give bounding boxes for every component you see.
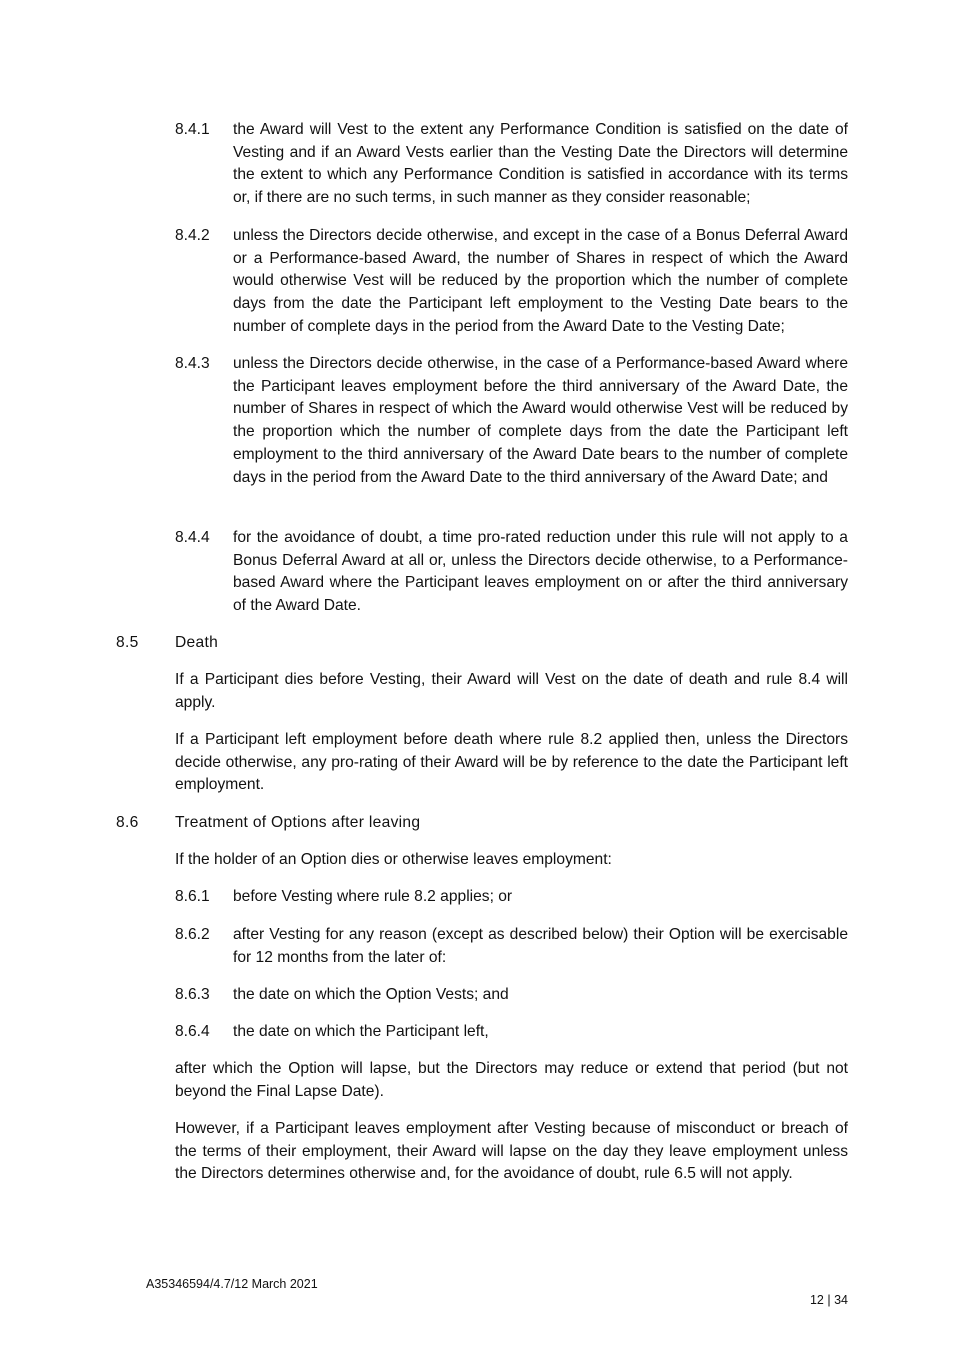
clause-number: 8.6.2 — [175, 926, 210, 943]
clause-number: 8.4.1 — [175, 121, 210, 138]
clause-number: 8.4.2 — [175, 227, 210, 244]
clause-8-4-3 — [175, 353, 848, 489]
document-reference: A35346594/4.7/12 March 2021 — [146, 1277, 318, 1291]
clause-8-6-4 — [175, 1021, 848, 1044]
clause-text: the Award will Vest to the extent any Performance Condition is satisfied on the date of Vesting and if an Award Vests earlier than the Vesting Date the Directors will determine the extent to which any Performance Condition is satisfied in accordance with its terms or, if there are no such terms, in such manner as they consider reasonable; — [233, 121, 848, 207]
clause-text: after Vesting for any reason (except as described below) their Option will be exercisable for 12 months from the later of: — [233, 926, 848, 966]
clause-number: 8.6.3 — [175, 986, 210, 1003]
options-lapse-paragraph: after which the Option will lapse, but the Directors may reduce or extend that period (but not beyond the Final Lapse Date). — [175, 1060, 848, 1100]
clause-8-6-1 — [175, 886, 848, 909]
section-number: 8.5 — [116, 634, 139, 651]
misconduct-paragraph: However, if a Participant leaves employment after Vesting because of misconduct or breach of the terms of their employment, their Award will lapse on the day they leave employment unless the Directors determines otherwise and, for the avoidance of doubt, rule 6.5 will not apply. — [175, 1120, 848, 1183]
clause-text: before Vesting where rule 8.2 applies; or — [233, 888, 513, 905]
clause-number: 8.4.4 — [175, 529, 210, 546]
options-intro-paragraph: If the holder of an Option dies or otherwise leaves employment: — [175, 851, 612, 868]
section-title: Death — [175, 634, 219, 651]
clause-number: 8.4.3 — [175, 355, 210, 372]
clause-8-4-4 — [175, 527, 848, 618]
clause-text: the date on which the Participant left, — [233, 1023, 489, 1040]
section-title: Treatment of Options after leaving — [175, 814, 421, 831]
clause-8-4-2 — [175, 225, 848, 339]
clause-number: 8.6.4 — [175, 1023, 210, 1040]
clause-text: unless the Directors decide otherwise, in the case of a Performance-based Award where the Participant leaves employment before the third anniversary of the Award Date, the number of Shares in respect of which the Award would otherwise Vest will be reduced by the proportion which the number of complete days from the date the Participant left employment to the third anniversary of the Award Date bears to the number of complete days in the period from the Award Date to the third anniversary of the Award Date; and — [233, 355, 848, 486]
clause-8-4-1 — [175, 119, 848, 210]
death-paragraph-1: If a Participant dies before Vesting, their Award will Vest on the date of death and rule 8.4 will apply. — [175, 671, 848, 711]
clause-text: for the avoidance of doubt, a time pro-rated reduction under this rule will not apply to a Bonus Deferral Award at all or, unless the Directors decide otherwise, to a Performance-based Award where the Participant leaves employment on or after the third anniversary of the Award Date. — [233, 529, 848, 615]
clause-number: 8.6.1 — [175, 888, 210, 905]
death-paragraph-2: If a Participant left employment before death where rule 8.2 applied then, unless the Directors decide otherwise, any pro-rating of their Award will be by reference to the date the Participant left employment. — [175, 731, 848, 794]
section-number: 8.6 — [116, 814, 139, 831]
clause-text: the date on which the Option Vests; and — [233, 986, 509, 1003]
clause-8-6-3 — [175, 984, 848, 1007]
clause-text: unless the Directors decide otherwise, and except in the case of a Bonus Deferral Award or a Performance-based Award, the number of Shares in respect of which the Award would otherwise Vest will be reduced by the proportion which the number of complete days from the date the Participant left employment to the Vesting Date bears to the number of complete days in the period from the Award Date to the Vesting Date; — [233, 227, 848, 335]
page-number: 12 | 34 — [809, 1293, 848, 1307]
clause-8-6-2 — [175, 924, 848, 969]
